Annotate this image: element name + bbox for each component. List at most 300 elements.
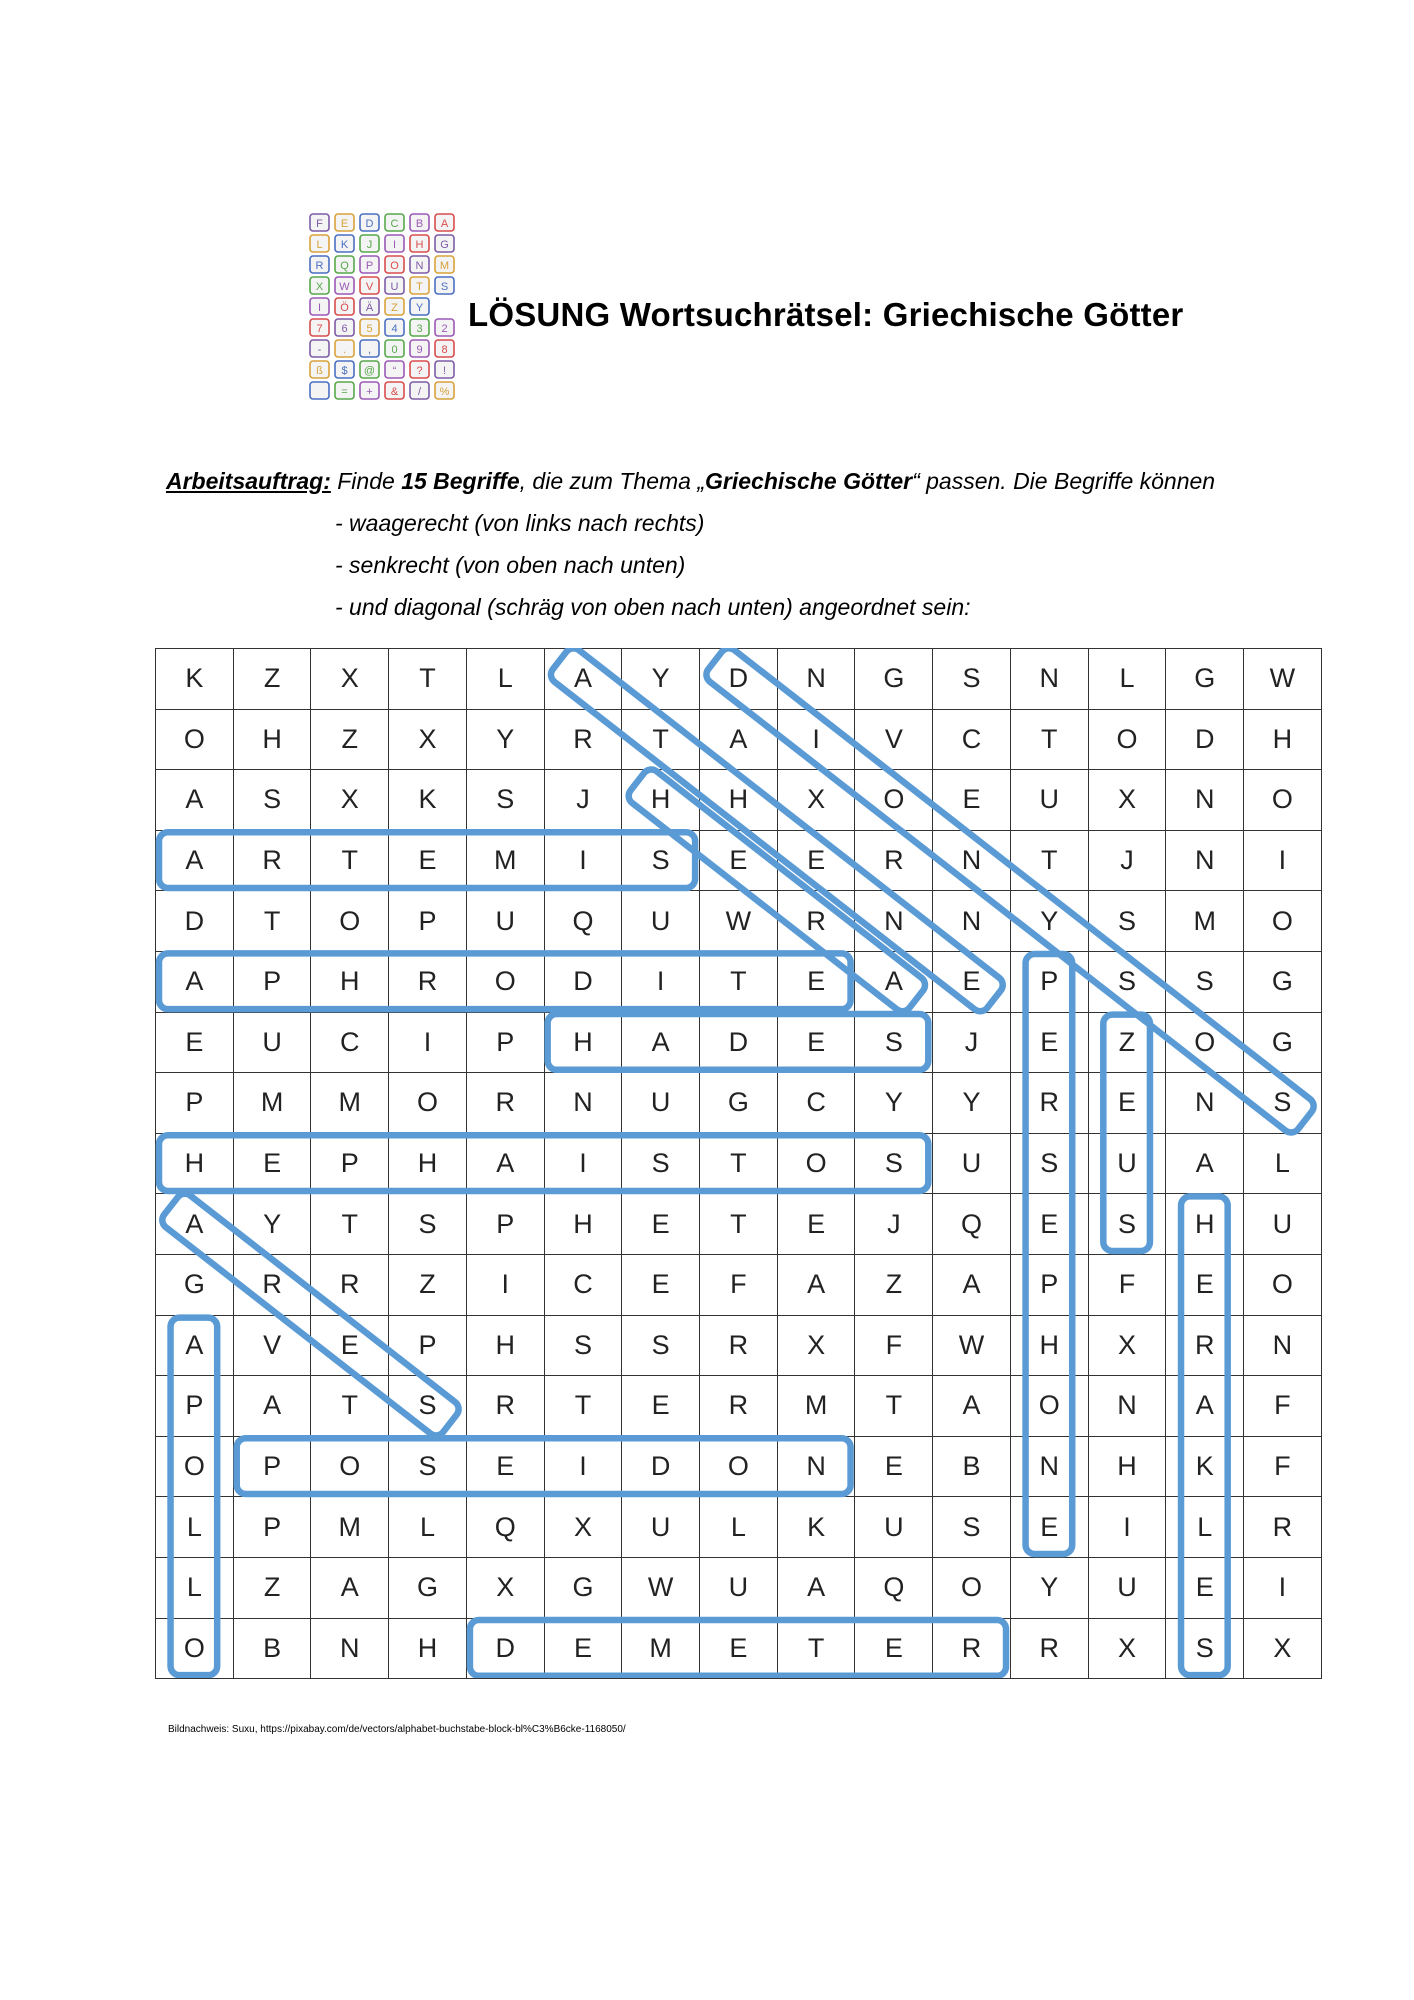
grid-cell: R: [389, 952, 467, 1013]
grid-cell: T: [1011, 710, 1089, 771]
grid-cell: J: [545, 770, 623, 831]
grid-cell: E: [778, 1013, 856, 1074]
grid-cell: C: [778, 1073, 856, 1134]
instruction-heading: Arbeitsauftrag:: [166, 468, 331, 494]
letter-block: [385, 319, 404, 336]
grid-cell: U: [1089, 1558, 1167, 1619]
grid-cell: O: [855, 770, 933, 831]
grid-cell: I: [778, 710, 856, 771]
grid-cell: E: [1166, 1558, 1244, 1619]
grid-cell: M: [778, 1376, 856, 1437]
grid-cell: D: [1166, 710, 1244, 771]
grid-cell: L: [467, 649, 545, 710]
grid-cell: I: [1244, 831, 1322, 892]
grid-cell: E: [933, 770, 1011, 831]
grid-cell: O: [1089, 710, 1167, 771]
letter-block: [410, 382, 429, 399]
grid-cell: H: [1011, 1316, 1089, 1377]
grid-cell: Q: [933, 1194, 1011, 1255]
letter-block: [310, 298, 329, 315]
grid-cell: D: [622, 1437, 700, 1498]
grid-cell: J: [855, 1194, 933, 1255]
grid-cell: X: [778, 1316, 856, 1377]
grid-cell: P: [311, 1134, 389, 1195]
grid-cell: U: [855, 1497, 933, 1558]
grid-cell: P: [467, 1194, 545, 1255]
letter-block: [310, 277, 329, 294]
grid-cell: A: [156, 1316, 234, 1377]
svg-text:4: 4: [391, 323, 398, 335]
grid-cell: I: [389, 1013, 467, 1074]
grid-cell: Y: [467, 710, 545, 771]
grid-cell: R: [467, 1073, 545, 1134]
grid-cell: E: [778, 1194, 856, 1255]
grid-cell: A: [156, 770, 234, 831]
svg-text:K: K: [340, 239, 349, 251]
grid-cell: P: [234, 1437, 312, 1498]
grid-cell: S: [855, 1013, 933, 1074]
svg-text:I: I: [317, 302, 322, 314]
grid-cell: Z: [311, 710, 389, 771]
grid-cell: H: [389, 1134, 467, 1195]
grid-cell: N: [545, 1073, 623, 1134]
grid-cell: X: [311, 649, 389, 710]
grid-cell: T: [234, 891, 312, 952]
grid-cell: E: [622, 1194, 700, 1255]
letter-block: [360, 256, 379, 273]
grid-cell: S: [1089, 891, 1167, 952]
svg-text:3: 3: [416, 323, 423, 335]
grid-cell: Y: [622, 649, 700, 710]
letter-block: [360, 277, 379, 294]
grid-cell: X: [778, 770, 856, 831]
letter-block: [335, 235, 354, 252]
svg-text:6: 6: [341, 323, 348, 335]
grid-cell: E: [700, 1619, 778, 1680]
grid-cell: I: [545, 831, 623, 892]
grid-cell: N: [855, 891, 933, 952]
grid-cell: Q: [855, 1558, 933, 1619]
grid-cell: T: [1011, 831, 1089, 892]
svg-text:Z: Z: [391, 302, 398, 314]
svg-text:5: 5: [366, 323, 373, 335]
grid-cell: S: [1166, 952, 1244, 1013]
grid-cell: W: [622, 1558, 700, 1619]
letter-block: [335, 256, 354, 273]
grid-cell: U: [1244, 1194, 1322, 1255]
letter-block: [385, 277, 404, 294]
letter-block: [335, 277, 354, 294]
svg-text:Ö: Ö: [340, 302, 349, 314]
grid-cell: H: [389, 1619, 467, 1680]
grid-cell: D: [467, 1619, 545, 1680]
letter-block: [435, 235, 454, 252]
svg-text:8: 8: [441, 344, 448, 356]
grid-cell: G: [389, 1558, 467, 1619]
svg-text:U: U: [390, 281, 399, 293]
grid-cell: U: [1089, 1134, 1167, 1195]
grid-cell: N: [778, 649, 856, 710]
grid-cell: D: [700, 1013, 778, 1074]
grid-cell: J: [1089, 831, 1167, 892]
svg-text:%: %: [439, 386, 450, 398]
letter-block: [310, 382, 329, 399]
grid-cell: T: [311, 1376, 389, 1437]
grid-cell: X: [467, 1558, 545, 1619]
grid-cell: X: [1089, 770, 1167, 831]
svg-text:.: .: [342, 344, 347, 356]
word-search-puzzle: [155, 648, 1321, 1678]
grid-cell: S: [622, 831, 700, 892]
grid-cell: L: [1166, 1497, 1244, 1558]
grid-cell: O: [1011, 1376, 1089, 1437]
grid-cell: L: [389, 1497, 467, 1558]
letter-block: [385, 256, 404, 273]
letter-grid: [155, 648, 1322, 1679]
letter-block: [385, 214, 404, 231]
grid-cell: G: [156, 1255, 234, 1316]
svg-text:Y: Y: [415, 302, 424, 314]
grid-cell: E: [311, 1316, 389, 1377]
direction-diagonal: - und diagonal (schräg von oben nach unten) angeordnet sein:: [335, 594, 971, 620]
grid-cell: T: [389, 649, 467, 710]
svg-text:2: 2: [441, 323, 448, 335]
grid-cell: D: [700, 649, 778, 710]
grid-cell: F: [700, 1255, 778, 1316]
grid-cell: A: [933, 1376, 1011, 1437]
instruction-text: Finde: [330, 468, 402, 494]
grid-cell: M: [311, 1497, 389, 1558]
grid-cell: E: [700, 831, 778, 892]
grid-cell: A: [622, 1013, 700, 1074]
grid-cell: Z: [1089, 1013, 1167, 1074]
grid-cell: H: [156, 1134, 234, 1195]
letter-block: [335, 214, 354, 231]
direction-vertical: - senkrecht (von oben nach unten): [335, 552, 686, 578]
grid-cell: V: [855, 710, 933, 771]
letter-block: [335, 298, 354, 315]
grid-cell: M: [467, 831, 545, 892]
letter-block: [360, 214, 379, 231]
grid-cell: R: [778, 891, 856, 952]
letter-block: [410, 298, 429, 315]
grid-cell: T: [700, 1134, 778, 1195]
topic: Griechische Götter: [705, 468, 913, 494]
grid-cell: M: [234, 1073, 312, 1134]
instruction-line: [166, 460, 1215, 502]
grid-cell: L: [1244, 1134, 1322, 1195]
grid-cell: E: [778, 952, 856, 1013]
grid-cell: W: [700, 891, 778, 952]
grid-cell: T: [622, 710, 700, 771]
grid-cell: N: [1166, 1073, 1244, 1134]
letter-block: [335, 382, 354, 399]
grid-cell: H: [1166, 1194, 1244, 1255]
grid-cell: N: [1011, 1437, 1089, 1498]
grid-cell: Z: [234, 1558, 312, 1619]
grid-cell: I: [545, 1437, 623, 1498]
grid-cell: G: [1244, 952, 1322, 1013]
svg-text:X: X: [315, 281, 324, 293]
svg-text:?: ?: [416, 365, 423, 377]
grid-cell: A: [311, 1558, 389, 1619]
svg-text:9: 9: [416, 344, 423, 356]
grid-cell: O: [1244, 770, 1322, 831]
grid-cell: U: [1011, 770, 1089, 831]
letter-block: [435, 340, 454, 357]
grid-cell: E: [855, 1437, 933, 1498]
grid-cell: X: [311, 770, 389, 831]
grid-cell: P: [389, 1316, 467, 1377]
letter-block: [385, 298, 404, 315]
svg-text:T: T: [416, 281, 423, 293]
grid-cell: P: [234, 1497, 312, 1558]
grid-cell: Y: [1011, 891, 1089, 952]
grid-cell: N: [933, 891, 1011, 952]
grid-cell: H: [1089, 1437, 1167, 1498]
grid-cell: R: [933, 1619, 1011, 1680]
grid-cell: E: [234, 1134, 312, 1195]
grid-cell: J: [933, 1013, 1011, 1074]
grid-cell: R: [545, 710, 623, 771]
svg-text:/: /: [417, 386, 422, 398]
grid-cell: Z: [855, 1255, 933, 1316]
svg-text:L: L: [316, 239, 323, 251]
grid-cell: L: [1089, 649, 1167, 710]
grid-cell: O: [389, 1073, 467, 1134]
svg-text:D: D: [365, 218, 374, 230]
letter-block: [435, 361, 454, 378]
grid-cell: M: [622, 1619, 700, 1680]
letter-block: [310, 340, 329, 357]
grid-cell: R: [234, 1255, 312, 1316]
grid-cell: S: [467, 770, 545, 831]
grid-cell: D: [156, 891, 234, 952]
grid-cell: E: [1011, 1013, 1089, 1074]
grid-cell: R: [855, 831, 933, 892]
grid-cell: H: [467, 1316, 545, 1377]
svg-text:A: A: [440, 218, 449, 230]
grid-cell: S: [1011, 1134, 1089, 1195]
letter-block: [410, 277, 429, 294]
alphabet-blocks-icon: [308, 212, 456, 402]
letter-block: [335, 340, 354, 357]
grid-cell: A: [1166, 1134, 1244, 1195]
letter-block: [410, 235, 429, 252]
grid-cell: E: [622, 1376, 700, 1437]
grid-cell: E: [778, 831, 856, 892]
grid-cell: C: [933, 710, 1011, 771]
grid-cell: E: [1089, 1073, 1167, 1134]
grid-cell: O: [467, 952, 545, 1013]
grid-cell: S: [389, 1376, 467, 1437]
grid-cell: O: [700, 1437, 778, 1498]
grid-cell: O: [1244, 1255, 1322, 1316]
svg-text:!: !: [442, 365, 447, 377]
grid-cell: W: [933, 1316, 1011, 1377]
svg-text:=: =: [341, 386, 348, 398]
grid-cell: N: [778, 1437, 856, 1498]
grid-cell: X: [1089, 1316, 1167, 1377]
grid-cell: S: [1089, 952, 1167, 1013]
svg-text:0: 0: [391, 344, 398, 356]
grid-cell: O: [156, 1619, 234, 1680]
grid-cell: H: [311, 952, 389, 1013]
grid-cell: A: [855, 952, 933, 1013]
grid-cell: L: [156, 1497, 234, 1558]
svg-text:E: E: [340, 218, 349, 230]
grid-cell: N: [933, 831, 1011, 892]
grid-cell: I: [1089, 1497, 1167, 1558]
svg-text:G: G: [440, 239, 449, 251]
svg-text:$: $: [341, 365, 348, 377]
letter-block: [310, 214, 329, 231]
grid-cell: A: [156, 1194, 234, 1255]
svg-text:H: H: [415, 239, 424, 251]
grid-cell: O: [1244, 891, 1322, 952]
grid-cell: G: [1166, 649, 1244, 710]
letter-block: [360, 340, 379, 357]
image-credit: Bildnachweis: Suxu, https://pixabay.com/de/vectors/alphabet-buchstabe-block-bl%C3%B6cke-1168050/: [168, 1724, 626, 1735]
grid-cell: A: [545, 649, 623, 710]
grid-cell: S: [1166, 1619, 1244, 1680]
letter-block: [410, 214, 429, 231]
grid-cell: E: [1011, 1194, 1089, 1255]
svg-text:ß: ß: [316, 365, 323, 377]
grid-cell: O: [933, 1558, 1011, 1619]
grid-cell: S: [234, 770, 312, 831]
letter-block: [385, 361, 404, 378]
grid-cell: T: [855, 1376, 933, 1437]
grid-cell: S: [855, 1134, 933, 1195]
grid-cell: A: [467, 1134, 545, 1195]
grid-cell: R: [311, 1255, 389, 1316]
grid-cell: E: [1166, 1255, 1244, 1316]
letter-block: [310, 256, 329, 273]
grid-cell: Y: [234, 1194, 312, 1255]
grid-cell: T: [778, 1619, 856, 1680]
grid-cell: E: [855, 1619, 933, 1680]
grid-cell: H: [234, 710, 312, 771]
letter-block: [335, 319, 354, 336]
grid-cell: X: [545, 1497, 623, 1558]
grid-cell: L: [156, 1558, 234, 1619]
grid-cell: Y: [1011, 1558, 1089, 1619]
grid-cell: R: [1011, 1619, 1089, 1680]
grid-cell: P: [156, 1376, 234, 1437]
grid-cell: Q: [545, 891, 623, 952]
svg-text:V: V: [365, 281, 374, 293]
grid-cell: T: [545, 1376, 623, 1437]
grid-cell: T: [311, 1194, 389, 1255]
letter-block: [310, 235, 329, 252]
grid-cell: N: [311, 1619, 389, 1680]
grid-cell: A: [778, 1558, 856, 1619]
grid-cell: C: [545, 1255, 623, 1316]
grid-cell: N: [1011, 649, 1089, 710]
grid-cell: Y: [855, 1073, 933, 1134]
grid-cell: A: [234, 1376, 312, 1437]
grid-cell: X: [389, 710, 467, 771]
letter-block: [360, 298, 379, 315]
grid-cell: K: [156, 649, 234, 710]
grid-cell: F: [1244, 1437, 1322, 1498]
grid-cell: Z: [234, 649, 312, 710]
svg-text:Q: Q: [340, 260, 349, 272]
svg-text:Ä: Ä: [365, 302, 374, 314]
grid-cell: A: [1166, 1376, 1244, 1437]
svg-text:O: O: [390, 260, 399, 272]
grid-cell: A: [700, 710, 778, 771]
grid-cell: I: [1244, 1558, 1322, 1619]
grid-cell: U: [933, 1134, 1011, 1195]
grid-cell: M: [311, 1073, 389, 1134]
grid-cell: E: [622, 1255, 700, 1316]
grid-cell: S: [933, 649, 1011, 710]
grid-cell: S: [389, 1437, 467, 1498]
letter-block: [410, 340, 429, 357]
grid-cell: R: [234, 831, 312, 892]
svg-text:&: &: [390, 386, 399, 398]
grid-cell: A: [156, 831, 234, 892]
svg-text:@: @: [363, 365, 376, 377]
svg-text:+: +: [366, 386, 373, 398]
grid-cell: N: [1089, 1376, 1167, 1437]
grid-cell: O: [156, 710, 234, 771]
grid-cell: Z: [389, 1255, 467, 1316]
grid-cell: T: [311, 831, 389, 892]
instruction-text: “ passen. Die Begriffe können: [912, 468, 1216, 494]
letter-block: [360, 382, 379, 399]
alphabet-blocks-logo: [308, 212, 456, 402]
letter-block: [385, 382, 404, 399]
letter-block: [410, 319, 429, 336]
svg-text:B: B: [415, 218, 424, 230]
svg-text:-: -: [317, 344, 322, 356]
grid-cell: K: [1166, 1437, 1244, 1498]
grid-cell: C: [311, 1013, 389, 1074]
grid-cell: S: [1244, 1073, 1322, 1134]
letter-block: [335, 361, 354, 378]
grid-cell: M: [1166, 891, 1244, 952]
grid-cell: S: [389, 1194, 467, 1255]
direction-horizontal: - waagerecht (von links nach rechts): [335, 510, 705, 536]
svg-text:C: C: [390, 218, 399, 230]
grid-cell: K: [778, 1497, 856, 1558]
grid-cell: S: [1089, 1194, 1167, 1255]
grid-cell: Y: [933, 1073, 1011, 1134]
svg-text:P: P: [365, 260, 374, 272]
letter-block: [385, 340, 404, 357]
instruction-text: , die zum Thema „: [519, 468, 705, 494]
grid-cell: P: [1011, 1255, 1089, 1316]
letter-block: [410, 361, 429, 378]
grid-cell: O: [778, 1134, 856, 1195]
grid-cell: T: [700, 952, 778, 1013]
grid-cell: H: [700, 770, 778, 831]
task-instructions: [166, 460, 1215, 628]
grid-cell: H: [545, 1194, 623, 1255]
letter-block: [360, 361, 379, 378]
grid-cell: S: [545, 1316, 623, 1377]
grid-cell: I: [622, 952, 700, 1013]
grid-cell: F: [855, 1316, 933, 1377]
grid-cell: D: [545, 952, 623, 1013]
grid-cell: U: [622, 891, 700, 952]
grid-cell: P: [156, 1073, 234, 1134]
letter-block: [310, 319, 329, 336]
grid-cell: U: [622, 1073, 700, 1134]
